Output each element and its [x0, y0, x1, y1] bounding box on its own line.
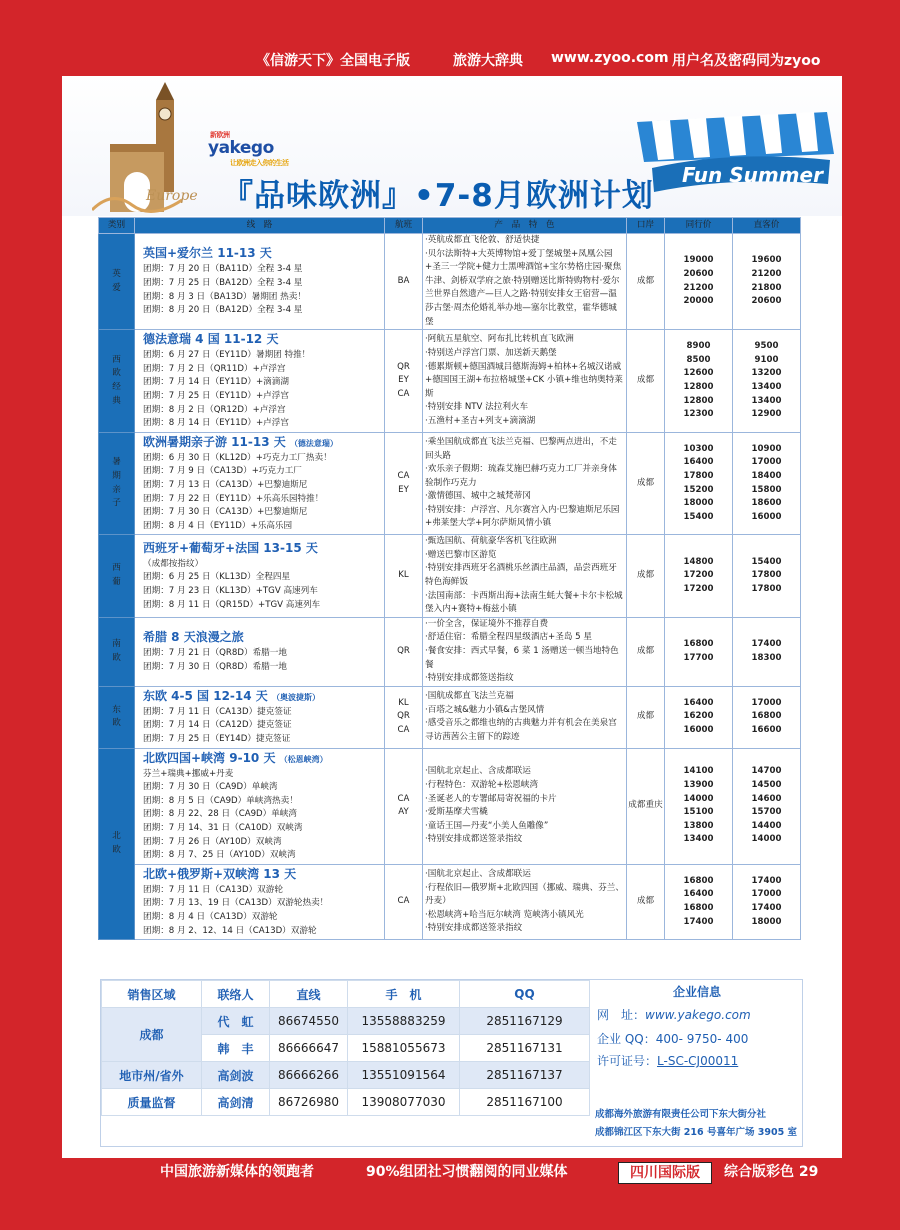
features-cell: [423, 234, 627, 330]
feature-item: ·圣诞老人的专署邮局寄祝福的卡片: [425, 793, 557, 804]
peer-price-cell: [665, 432, 733, 535]
page-footer: [0, 1160, 900, 1200]
retail-price: 16000: [751, 511, 782, 522]
airline-cell: [385, 330, 423, 433]
contact-col-line: 直线: [270, 981, 348, 1008]
feature-item: ·欢乐亲子假期：琉森艾施巴赫巧克力工厂并亲身体验制作巧克力: [425, 464, 617, 488]
retail-price: 17000: [751, 457, 782, 468]
departure-date: 团期：7 月 25 日（EY14D）捷克签证: [143, 734, 291, 744]
col-peer-price: 同行价: [665, 218, 733, 234]
peer-price: 10300: [683, 443, 714, 454]
retail-price-cell: [733, 864, 801, 939]
departure-date: 团期：8 月 22、28 日（CA9D）单峡湾: [143, 809, 298, 820]
feature-item: ·国航北京起止、含成都联运: [425, 766, 531, 777]
departure-date: 团期：8 月 4 日（EY11D）+乐高乐园: [143, 520, 293, 531]
retail-price: 14600: [751, 793, 782, 804]
airline-code: CA: [397, 896, 410, 907]
departure-date: 团期：8 月 11 日（QR15D）+TGV 高速列车: [143, 599, 321, 610]
peer-price: 12300: [683, 409, 714, 420]
airline-cell: [385, 686, 423, 748]
departure-date: 团期：8 月 4 日（CA13D）双游轮: [143, 911, 278, 922]
contact-qq[interactable]: 2851167131: [460, 1035, 590, 1062]
port-cell: 成都: [627, 234, 665, 330]
edition-badge: 四川国际版: [618, 1162, 712, 1184]
company-qq[interactable]: 企业 QQ：400- 9750- 400: [597, 1032, 749, 1046]
departure-date: 团期：7 月 13、19 日（CA13D）双游轮热卖！: [143, 898, 329, 909]
retail-price: 13400: [751, 381, 782, 392]
region-cell: 东 欧: [99, 686, 135, 748]
departure-date: 团期：7 月 30 日（QR8D）希腊一地: [143, 661, 287, 672]
departure-date: 团期：8 月 2 日（QR12D）+卢浮宫: [143, 404, 286, 415]
retail-price-cell: [733, 234, 801, 330]
feature-item: ·德累斯顿+德国酒城吕德斯海姆+柏林+名城汉诺威+德国国王湖+布拉格城堡+CK 小镇+维也纳奥特莱斯: [425, 361, 623, 399]
port-cell: 成都: [627, 617, 665, 686]
departure-date: 团期：6 月 30 日（KL12D）+巧克力工厂热卖！: [143, 452, 332, 463]
retail-price: 17800: [751, 583, 782, 594]
footer-page-number: 综合版彩色 29: [724, 1164, 819, 1180]
contact-section: [100, 979, 803, 1147]
retail-price: 17000: [751, 889, 782, 900]
col-features: 产 品 特 色: [423, 218, 627, 234]
peer-price-cell: [665, 535, 733, 618]
retail-price-cell: [733, 535, 801, 618]
airline-cell: [385, 617, 423, 686]
feature-item: ·特别安排成都送签录指纹: [425, 923, 523, 934]
feature-item: ·感受音乐之都维也纳的古典魅力并有机会在美泉宫寻访茜茜公主留下的踪迹: [425, 718, 617, 742]
feature-item: ·一价全含，保证境外不推荐自费: [425, 618, 549, 629]
europe-script: Europe: [146, 188, 198, 204]
feature-item: ·特别安排：卢浮宫、凡尔赛宫入内·巴黎迪斯尼乐园+弗莱堡大学+阿尔萨斯风情小镇: [425, 504, 620, 529]
retail-price: 20600: [751, 296, 782, 307]
peer-price-cell: [665, 864, 733, 939]
region-cell: 西 欧 经 典: [99, 330, 135, 433]
route-title[interactable]: 北欧四国+峡湾 9-10 天 （松恩峡湾）: [143, 750, 328, 765]
feature-item: ·舒适住宿：希腊全程四星级酒店+圣岛 5 星: [425, 632, 592, 643]
peer-price: 18000: [683, 498, 714, 509]
retail-price: 18400: [751, 470, 782, 481]
feature-item: ·童话王国—丹麦“小美人鱼雕像”: [425, 820, 549, 831]
retail-price: 21800: [751, 282, 782, 293]
footer-tagline: 90%组团社习惯翻阅的同业媒体: [366, 1164, 568, 1180]
route-title[interactable]: 英国+爱尔兰 11-13 天: [143, 246, 272, 261]
retail-price: 14700: [751, 766, 782, 777]
tour-row: [99, 617, 801, 686]
dictionary-label: 旅游大辞典: [453, 53, 523, 69]
departure-date: 团期：8 月 7、25 日（AY10D）双峡湾: [143, 850, 296, 861]
tour-row: [99, 432, 801, 535]
contact-line[interactable]: 86726980: [270, 1089, 348, 1116]
peer-price: 12800: [683, 381, 714, 392]
contact-mobile[interactable]: 13551091564: [348, 1062, 460, 1089]
route-cell: [135, 432, 385, 535]
contact-qq[interactable]: 2851167129: [460, 1008, 590, 1035]
retail-price: 17800: [751, 570, 782, 581]
contact-table: [101, 980, 590, 1116]
features-cell: [423, 748, 627, 864]
tour-row: [99, 864, 801, 939]
features-cell: [423, 686, 627, 748]
departure-date: 团期：6 月 27 日（EY11D）暑期团 特推！: [143, 350, 311, 361]
feature-item: ·百塔之城&魅力小镇&古堡风情: [425, 704, 545, 715]
contact-name: 高剑清: [202, 1089, 270, 1116]
route-title[interactable]: 东欧 4-5 国 12-14 天 （奥波捷斯）: [143, 688, 320, 703]
feature-item: ·法国南部：卡西斯出海+法南生蚝大餐+卡尔卡松城堡入内+赛特+梅兹小镇: [425, 590, 623, 615]
retail-price: 21200: [751, 268, 782, 279]
retail-price-cell: [733, 330, 801, 433]
airline-code: CA: [397, 793, 410, 804]
features-cell: [423, 535, 627, 618]
col-route: 线 路: [135, 218, 385, 234]
peer-price: 16400: [683, 889, 714, 900]
contact-mobile[interactable]: 13558883259: [348, 1008, 460, 1035]
peer-price: 14100: [683, 766, 714, 777]
departure-date: 团期：7 月 20 日（BA11D）全程 3-4 星: [143, 264, 303, 275]
peer-price: 16000: [683, 725, 714, 735]
feature-item: ·特别送卢浮宫门票、加送新天鹅堡: [425, 347, 557, 358]
retail-price: 16800: [751, 711, 782, 722]
feature-item: ·国航成都直飞法兰克福: [425, 691, 514, 702]
retail-price: 18300: [751, 652, 782, 663]
feature-item: ·特别安排西班牙名酒桃乐丝酒庄品酒，品尝西班牙特色海鲜饭: [425, 563, 617, 588]
retail-price: 9100: [754, 354, 779, 365]
feature-item: ·行程依旧—俄罗斯+北欧四国（挪威、瑞典、芬兰、丹麦）: [425, 882, 624, 907]
magazine-title: 《信游天下》全国电子版: [256, 53, 410, 69]
airline-code: EY: [398, 484, 409, 495]
retail-price: 15800: [751, 484, 782, 495]
airline-code: AY: [398, 807, 409, 818]
retail-price: 10900: [751, 443, 782, 454]
peer-price-cell: [665, 234, 733, 330]
departure-date: 团期：8 月 20 日（BA12D）全程 3-4 星: [143, 305, 303, 316]
svg-text:Fun Summer: Fun Summer: [682, 163, 823, 187]
departure-date: 团期：7 月 14 日（CA12D）捷克签证: [143, 720, 292, 731]
peer-price: 13900: [683, 779, 714, 790]
tour-row: [99, 234, 801, 330]
retail-price-cell: [733, 748, 801, 864]
contact-area: 质量监督: [102, 1089, 202, 1116]
peer-price: 20000: [683, 296, 714, 307]
tour-row: [99, 748, 801, 864]
retail-price: 17000: [751, 697, 782, 708]
tour-table: [98, 217, 801, 940]
peer-price-cell: [665, 686, 733, 748]
contact-name: 代 虹: [202, 1008, 270, 1035]
retail-price: 19600: [751, 255, 782, 266]
company-info: [591, 980, 803, 1146]
departure-date: 团期：7 月 2 日（QR11D）+卢浮宫: [143, 363, 286, 374]
departure-date: 团期：7 月 22 日（EY11D）+乐高乐园特推！: [143, 493, 324, 504]
contact-row: [102, 1062, 590, 1089]
port-cell: 成都: [627, 535, 665, 618]
route-cell: [135, 617, 385, 686]
feature-item: ·特别安排成都送签录指纹: [425, 834, 523, 845]
departure-date: 团期：7 月 14、31 日（CA10D）双峡湾: [143, 822, 303, 833]
retail-price: 18000: [751, 916, 782, 927]
company-license-line: 许可证号：L-SC-CJ00011: [597, 1054, 739, 1068]
company-address: 成都锦江区下东大街 216 号喜年广场 3905 室: [595, 1127, 798, 1138]
departure-date: 团期：6 月 25 日（KL13D）全程四星: [143, 572, 291, 583]
col-region: 类别: [99, 218, 135, 234]
peer-price: 21200: [683, 282, 714, 293]
contact-col-area: 销售区域: [102, 981, 202, 1008]
departure-date: 团期：7 月 25 日（EY11D）+卢浮宫: [143, 390, 289, 401]
route-title[interactable]: 德法意瑞 4 国 11-12 天: [143, 332, 279, 347]
peer-price-cell: [665, 748, 733, 864]
contact-line[interactable]: 86674550: [270, 1008, 348, 1035]
features-cell: [423, 432, 627, 535]
port-cell: 成都: [627, 330, 665, 433]
route-cell: [135, 864, 385, 939]
feature-item: ·五渔村+圣吉+列支+滴滴湖: [425, 415, 536, 426]
peer-price: 20600: [683, 268, 714, 279]
login-hint: 用户名及密码同为zyoo: [672, 53, 821, 69]
route-title[interactable]: 欧洲暑期亲子游 11-13 天 （德法意瑞）: [143, 434, 338, 449]
feature-item: ·行程特色：双游轮+松恩峡湾: [425, 779, 539, 790]
route-cell: [135, 330, 385, 433]
feature-item: ·国航北京起止、含成都联运: [425, 868, 531, 879]
contact-col-name: 联络人: [202, 981, 270, 1008]
contact-area: 地市州/省外: [102, 1062, 202, 1089]
departure-date: 团期：8 月 3 日（BA13D）暑期团 热卖！: [143, 291, 306, 302]
contact-line[interactable]: 86666266: [270, 1062, 348, 1089]
retail-price: 15700: [751, 807, 782, 818]
route-cell: [135, 748, 385, 864]
peer-price: 16800: [683, 875, 714, 886]
feature-item: ·爱斯基摩犬雪橇: [425, 807, 488, 818]
departure-date: 团期：7 月 14 日（EY11D）+滴滴湖: [143, 377, 289, 388]
retail-price: 13200: [751, 368, 782, 379]
airline-code: QR: [397, 711, 410, 722]
company-name: 成都海外旅游有限责任公司下东大街分社: [595, 1109, 767, 1120]
departure-date: 团期：7 月 11 日（CA13D）双游轮: [143, 884, 283, 895]
contact-area: 成都: [102, 1008, 202, 1062]
peer-price: 17800: [683, 470, 714, 481]
peer-price: 16400: [683, 457, 714, 468]
page-header: [62, 76, 842, 216]
table-header: [99, 218, 801, 234]
peer-price: 8500: [686, 354, 711, 365]
tour-row: [99, 535, 801, 618]
retail-price-cell: [733, 617, 801, 686]
feature-item: ·特别安排 NTV 法拉利火车: [425, 402, 529, 413]
features-cell: [423, 330, 627, 433]
departure-date: 团期：7 月 25 日（BA12D）全程 3-4 星: [143, 277, 303, 288]
departure-date: 团期：7 月 11 日（CA13D）捷克签证: [143, 706, 292, 717]
airline-cell: [385, 234, 423, 330]
region-cell: 暑 期 亲 子: [99, 432, 135, 535]
port-cell: 成都: [627, 686, 665, 748]
departure-date: 团期：7 月 30 日（CA9D）单峡湾: [143, 782, 278, 793]
departure-date: 团期：8 月 5 日（CA9D）单峡湾热卖！: [143, 795, 298, 806]
route-title[interactable]: 希腊 8 天浪漫之旅: [143, 630, 244, 645]
retail-price: 17400: [751, 902, 782, 913]
retail-price: 15400: [751, 556, 782, 567]
airline-code: CA: [397, 470, 410, 481]
departure-date: 团期：7 月 13 日（CA13D）+巴黎迪斯尼: [143, 479, 308, 490]
port-cell: 成都: [627, 864, 665, 939]
contact-name: 高剑波: [202, 1062, 270, 1089]
peer-price: 17700: [683, 652, 714, 663]
company-website-line: 网 址：www.yakego.com: [597, 1008, 751, 1022]
company-website[interactable]: www.yakego.com: [645, 1008, 751, 1022]
peer-price: 16400: [683, 697, 714, 708]
route-extra: （成都按指纹）: [143, 558, 204, 569]
airline-code: CA: [397, 388, 410, 399]
peer-price: 12600: [683, 368, 714, 379]
peer-price: 8900: [686, 341, 711, 352]
airline-code: KL: [398, 697, 409, 708]
footer-slogan: 中国旅游新媒体的领跑者: [160, 1164, 314, 1180]
region-cell: 西 葡: [99, 535, 135, 618]
airline-cell: [385, 748, 423, 864]
airline-code: CA: [397, 725, 410, 735]
tour-row: [99, 330, 801, 433]
departure-date: 团期：8 月 2、12、14 日（CA13D）双游轮: [143, 925, 317, 936]
feature-item: ·阿航五星航空、阿布扎比转机直飞欧洲: [425, 334, 574, 345]
peer-price: 13800: [683, 820, 714, 831]
feature-item: ·甄选国航、荷航豪华客机飞往欧洲: [425, 536, 557, 547]
retail-price-cell: [733, 432, 801, 535]
airline-cell: [385, 864, 423, 939]
airline-code: KL: [398, 570, 409, 581]
contact-col-qq: QQ: [460, 981, 590, 1008]
peer-price: 17200: [683, 583, 714, 594]
retail-price: 17400: [751, 639, 782, 650]
contact-col-mobile: 手 机: [348, 981, 460, 1008]
retail-price: 9500: [754, 341, 779, 352]
airline-code: QR: [397, 361, 410, 372]
fun-summer-awning-icon: [622, 104, 842, 204]
website-link[interactable]: www.zyoo.com: [551, 50, 669, 66]
departure-date: 团期：8 月 14 日（EY11D）+卢浮宫: [143, 418, 289, 429]
peer-price: 16200: [683, 711, 714, 722]
region-cell: 北 欧: [99, 748, 135, 940]
airline-cell: [385, 432, 423, 535]
airline-code: QR: [397, 646, 410, 657]
retail-price: 17400: [751, 875, 782, 886]
feature-item: ·餐食安排：西式早餐，6 菜 1 汤赠送一顿当地特色餐: [425, 646, 619, 670]
peer-price: 15200: [683, 484, 714, 495]
peer-price-cell: [665, 617, 733, 686]
peer-price: 17200: [683, 570, 714, 581]
departure-date: 团期：7 月 9 日（CA13D）+巧克力工厂: [143, 466, 302, 477]
feature-item: ·乘坐国航成都直飞法兰克福、巴黎两点进出，不走回头路: [425, 436, 617, 461]
region-cell: 英 爱: [99, 234, 135, 330]
region-cell: 南 欧: [99, 617, 135, 686]
peer-price: 15400: [683, 511, 714, 522]
contact-name: 韩 丰: [202, 1035, 270, 1062]
col-airline: 航班: [385, 218, 423, 234]
airline-cell: [385, 535, 423, 618]
contact-header: [102, 981, 590, 1008]
contact-row: [102, 1089, 590, 1116]
features-cell: [423, 864, 627, 939]
contact-mobile[interactable]: 15881055673: [348, 1035, 460, 1062]
route-title[interactable]: 西班牙+葡萄牙+法国 13-15 天: [143, 540, 318, 555]
peer-price: 13400: [683, 834, 714, 845]
contact-qq[interactable]: 2851167100: [460, 1089, 590, 1116]
route-title[interactable]: 北欧+俄罗斯+双峡湾 13 天: [143, 866, 297, 881]
col-port: 口岸: [627, 218, 665, 234]
top-banner: [0, 0, 900, 70]
airline-code: EY: [398, 375, 409, 386]
col-retail-price: 直客价: [733, 218, 801, 234]
peer-price-cell: [665, 330, 733, 433]
page-title: 『品味欧洲』•7-8月欧洲计划: [222, 178, 654, 214]
yakego-logo: 新欧洲 yakego 让欧洲走入你的生活: [208, 131, 289, 167]
retail-price: 14000: [751, 834, 782, 845]
retail-price: 16600: [751, 725, 782, 735]
contact-mobile[interactable]: 13908077030: [348, 1089, 460, 1116]
departure-date: 团期：7 月 21 日（QR8D）希腊一地: [143, 648, 287, 659]
departure-date: 团期：7 月 23 日（KL13D）+TGV 高速列车: [143, 586, 318, 597]
departure-date: 团期：7 月 26 日（AY10D）双峡湾: [143, 836, 282, 847]
airline-code: BA: [397, 275, 410, 286]
peer-price: 14000: [683, 793, 714, 804]
company-info-title: 企业信息: [672, 985, 721, 999]
route-cell: [135, 234, 385, 330]
license-number: L-SC-CJ00011: [657, 1054, 739, 1068]
retail-price-cell: [733, 686, 801, 748]
peer-price: 17400: [683, 916, 714, 927]
features-cell: [423, 617, 627, 686]
route-extra: 芬兰+瑞典+挪威+丹麦: [143, 768, 234, 779]
feature-item: ·英航成都直飞伦敦、舒适快捷: [425, 235, 540, 245]
feature-item: ·赠送巴黎市区游览: [425, 549, 497, 560]
contact-qq[interactable]: 2851167137: [460, 1062, 590, 1089]
tour-row: [99, 686, 801, 748]
feature-item: ·特别安排成都签送指纹: [425, 673, 514, 684]
feature-item: ·贝尔法斯特+大英博物馆+爱丁堡城堡+凤凰公园+圣三一学院+健力士黑啤酒馆+宝尔势格庄园·聚焦牛津、剑桥双学府之旅·特别赠送比斯特购物村·爱尔兰世界自然遗产—巨人之路·特别安排女王宿营—温莎古堡·周杰伦婚礼举办地—塞尔比教堂，霍华德城堡: [425, 248, 622, 327]
contact-line[interactable]: 86666647: [270, 1035, 348, 1062]
feature-item: ·激情德国、城中之城梵蒂冈: [425, 491, 531, 502]
route-cell: [135, 535, 385, 618]
contact-row: [102, 1008, 590, 1035]
retail-price: 18600: [751, 498, 782, 509]
retail-price: 13400: [751, 395, 782, 406]
port-cell: 成都: [627, 432, 665, 535]
peer-price: 16800: [683, 902, 714, 913]
departure-date: 团期：7 月 30 日（CA13D）+巴黎迪斯尼: [143, 507, 308, 518]
feature-item: ·松恩峡湾+哈当厄尔峡湾 览峡湾小镇风光: [425, 909, 584, 920]
peer-price: 19000: [683, 255, 714, 266]
retail-price: 14400: [751, 820, 782, 831]
peer-price: 12800: [683, 395, 714, 406]
retail-price: 14500: [751, 779, 782, 790]
retail-price: 12900: [751, 409, 782, 420]
route-cell: [135, 686, 385, 748]
content-page: [62, 76, 842, 1158]
peer-price: 16800: [683, 639, 714, 650]
peer-price: 15100: [683, 807, 714, 818]
peer-price: 14800: [683, 556, 714, 567]
port-cell: 成都重庆: [627, 748, 665, 864]
